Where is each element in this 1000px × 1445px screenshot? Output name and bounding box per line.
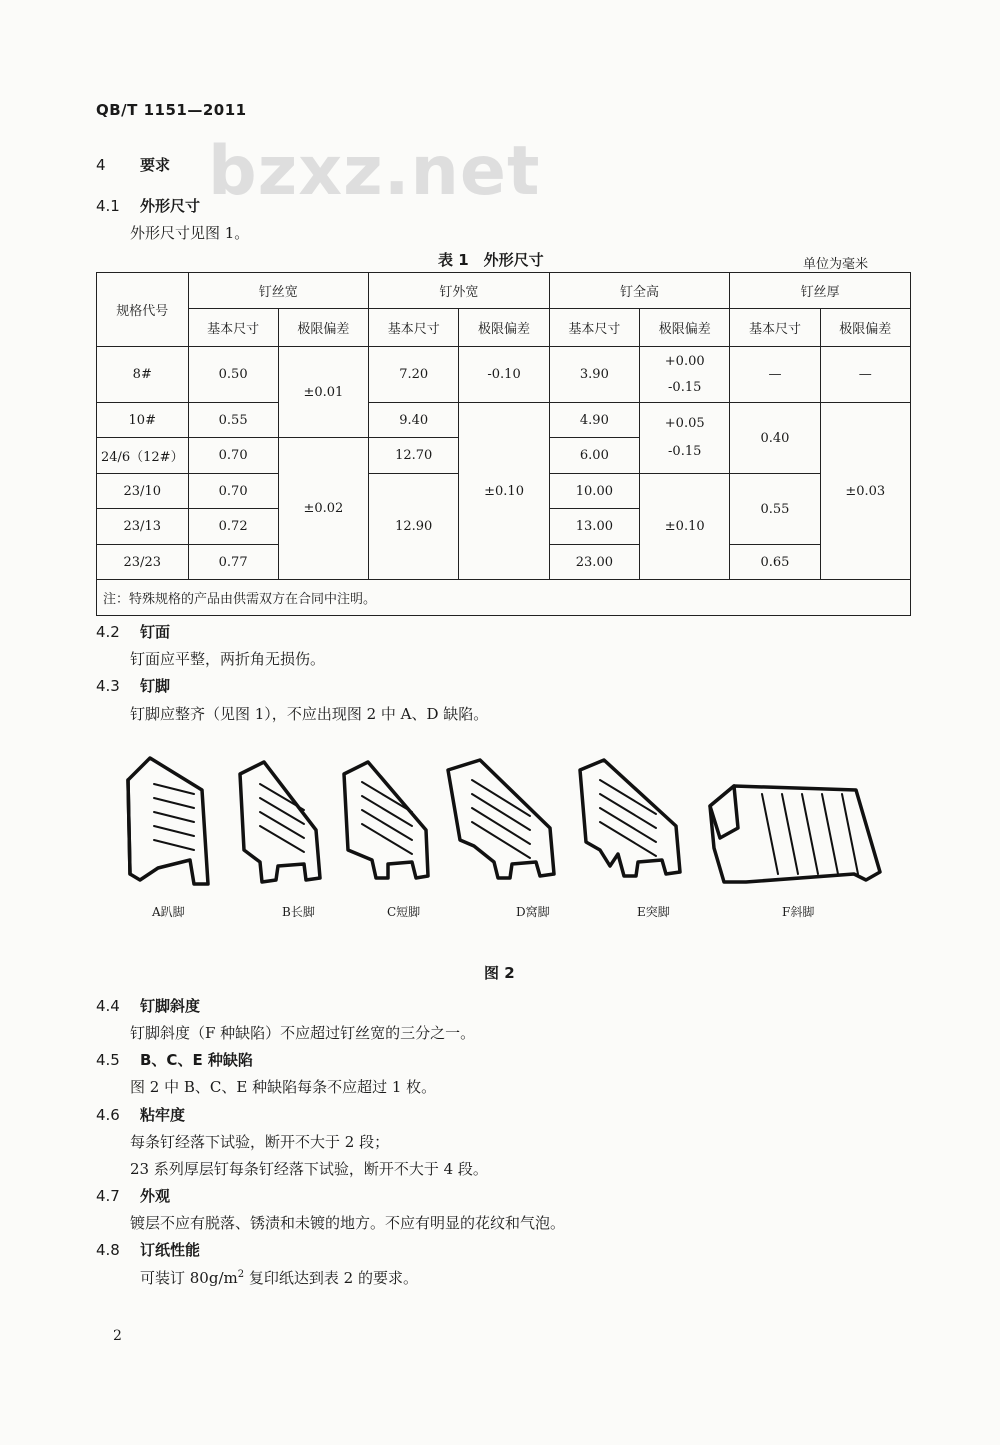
table-row — [97, 403, 911, 438]
subheader-basic: 基本尺寸 — [188, 309, 278, 347]
subheader-basic: 基本尺寸 — [549, 309, 639, 347]
body-text: 复印纸达到表 2 的要求。 — [244, 1269, 418, 1287]
figure-label-b: B长脚 — [282, 905, 315, 919]
section-title: 外形尺寸 — [140, 197, 201, 215]
staple-d-drawing — [448, 760, 554, 878]
cell-outer-width: 12.90 — [369, 474, 459, 580]
table-note: 注：特殊规格的产品由供需双方在合同中注明。 — [97, 580, 911, 616]
section-4-6-body-2: 23 系列厚层钉每条钉经落下试验，断开不大于 4 段。 — [130, 1160, 488, 1178]
superscript: 2 — [237, 1269, 245, 1280]
header-total-height: 钉全高 — [549, 273, 730, 309]
cell-wire-thickness-tolerance: — — [820, 347, 910, 403]
section-number: 4.3 — [96, 677, 120, 695]
cell-total-height: 4.90 — [549, 403, 639, 438]
section-title: 粘牢度 — [140, 1106, 186, 1124]
cell-total-height: 6.00 — [549, 438, 639, 474]
cell-wire-thickness: 0.40 — [730, 403, 820, 474]
section-number: 4.5 — [96, 1051, 120, 1069]
staple-c-drawing — [344, 762, 428, 878]
table-caption: 表 1 外形尺寸 — [438, 251, 544, 269]
figure-label-c: C短脚 — [387, 905, 421, 919]
section-number: 4.2 — [96, 623, 120, 641]
cell-wire-width: 0.50 — [188, 347, 278, 403]
cell-total-height: 23.00 — [549, 545, 639, 580]
cell-wire-thickness: — — [730, 347, 820, 403]
section-4-4-heading — [96, 995, 200, 1016]
cell-total-height: 3.90 — [549, 347, 639, 403]
section-number: 4.8 — [96, 1241, 120, 1259]
table-unit: 单位为毫米 — [803, 257, 869, 272]
figure-label-d: D窝脚 — [516, 905, 550, 919]
cell-wire-width-tolerance: ±0.02 — [278, 438, 368, 580]
section-title: 钉面 — [140, 623, 171, 641]
section-title: 订纸性能 — [140, 1241, 201, 1259]
staple-e-drawing — [580, 760, 680, 876]
section-number: 4 — [96, 156, 106, 174]
cell-wire-width: 0.77 — [188, 545, 278, 580]
staple-a-drawing — [128, 758, 208, 884]
header-wire-width: 钉丝宽 — [188, 273, 369, 309]
cell-wire-width: 0.72 — [188, 509, 278, 545]
figure-label-f: F斜脚 — [782, 905, 815, 919]
section-4-7-body: 镀层不应有脱落、锈渍和未镀的地方。不应有明显的花纹和气泡。 — [130, 1214, 566, 1232]
header-spec: 规格代号 — [97, 273, 189, 347]
figure-label-a: A趴脚 — [152, 905, 185, 919]
section-title: 要求 — [140, 156, 171, 174]
section-title: 钉脚 — [140, 677, 171, 695]
page-number: 2 — [113, 1328, 122, 1344]
section-4-4-body: 钉脚斜度（F 种缺陷）不应超过钉丝宽的三分之一。 — [130, 1024, 476, 1042]
staple-f-drawing — [710, 786, 880, 882]
cell-outer-width: 12.70 — [369, 438, 459, 474]
subheader-tolerance: 极限偏差 — [820, 309, 910, 347]
section-4-8-heading — [96, 1239, 200, 1260]
section-4-2-body: 钉面应平整，两折角无损伤。 — [130, 650, 326, 668]
subheader-basic: 基本尺寸 — [730, 309, 820, 347]
section-4-8-body — [140, 1267, 418, 1288]
subheader-tolerance: 极限偏差 — [278, 309, 368, 347]
cell-wire-width: 0.70 — [188, 474, 278, 509]
section-4-5-body: 图 2 中 B、C、E 种缺陷每条不应超过 1 枚。 — [130, 1078, 437, 1096]
body-text: 可装订 80g/m — [140, 1269, 238, 1287]
cell-spec: 24/6（12#） — [97, 438, 189, 474]
cell-spec: 23/13 — [97, 509, 189, 545]
cell-outer-width-tolerance: ±0.10 — [459, 403, 549, 580]
section-4-3-body: 钉脚应整齐（见图 1），不应出现图 2 中 A、D 缺陷。 — [130, 705, 489, 723]
subheader-tolerance: 极限偏差 — [459, 309, 549, 347]
section-number: 4.6 — [96, 1106, 120, 1124]
section-4-6-heading — [96, 1104, 185, 1125]
cell-outer-width: 9.40 — [369, 403, 459, 438]
staple-b-drawing — [240, 762, 320, 882]
section-title: B、C、E 种缺陷 — [140, 1051, 253, 1069]
subheader-basic: 基本尺寸 — [369, 309, 459, 347]
cell-spec: 10# — [97, 403, 189, 438]
cell-wire-width: 0.70 — [188, 438, 278, 474]
subheader-tolerance: 极限偏差 — [640, 309, 730, 347]
cell-outer-width: 7.20 — [369, 347, 459, 403]
figure-label-e: E突脚 — [637, 905, 670, 919]
cell-outer-width-tolerance: -0.10 — [459, 347, 549, 403]
figure-2-drawing — [110, 750, 890, 930]
section-number: 4.7 — [96, 1187, 120, 1205]
cell-wire-thickness: 0.65 — [730, 545, 820, 580]
cell-spec: 23/23 — [97, 545, 189, 580]
section-number: 4.1 — [96, 197, 120, 215]
section-4-7-heading — [96, 1185, 170, 1206]
table-note-row — [97, 580, 911, 616]
header-outer-width: 钉外宽 — [369, 273, 550, 309]
cell-wire-width: 0.55 — [188, 403, 278, 438]
section-4-3-heading — [96, 675, 170, 696]
section-4-1-body: 外形尺寸见图 1。 — [130, 224, 250, 242]
section-number: 4.4 — [96, 997, 120, 1015]
dimensions-table — [96, 272, 911, 616]
table-row — [97, 347, 911, 403]
cell-total-height-tolerance: +0.05 -0.15 — [640, 403, 730, 474]
section-4-2-heading — [96, 621, 170, 642]
cell-total-height: 10.00 — [549, 474, 639, 509]
standard-number: QB/T 1151—2011 — [96, 101, 247, 119]
cell-wire-width-tolerance: ±0.01 — [278, 347, 368, 438]
section-4-1-heading — [96, 195, 200, 216]
cell-total-height: 13.00 — [549, 509, 639, 545]
watermark: bzxz.net — [208, 132, 541, 211]
cell-spec: 8# — [97, 347, 189, 403]
section-4-5-heading — [96, 1049, 253, 1070]
section-4-6-body-1: 每条钉经落下试验，断开不大于 2 段； — [130, 1133, 390, 1151]
section-4-heading — [96, 154, 170, 175]
figure-2-caption: 图 2 — [484, 964, 515, 982]
cell-wire-thickness-tolerance: ±0.03 — [820, 403, 910, 580]
section-title: 钉脚斜度 — [140, 997, 201, 1015]
header-wire-thickness: 钉丝厚 — [730, 273, 911, 309]
cell-spec: 23/10 — [97, 474, 189, 509]
cell-total-height-tolerance: +0.00 -0.15 — [640, 347, 730, 403]
cell-total-height-tolerance: ±0.10 — [640, 474, 730, 580]
section-title: 外观 — [140, 1187, 171, 1205]
cell-wire-thickness: 0.55 — [730, 474, 820, 545]
